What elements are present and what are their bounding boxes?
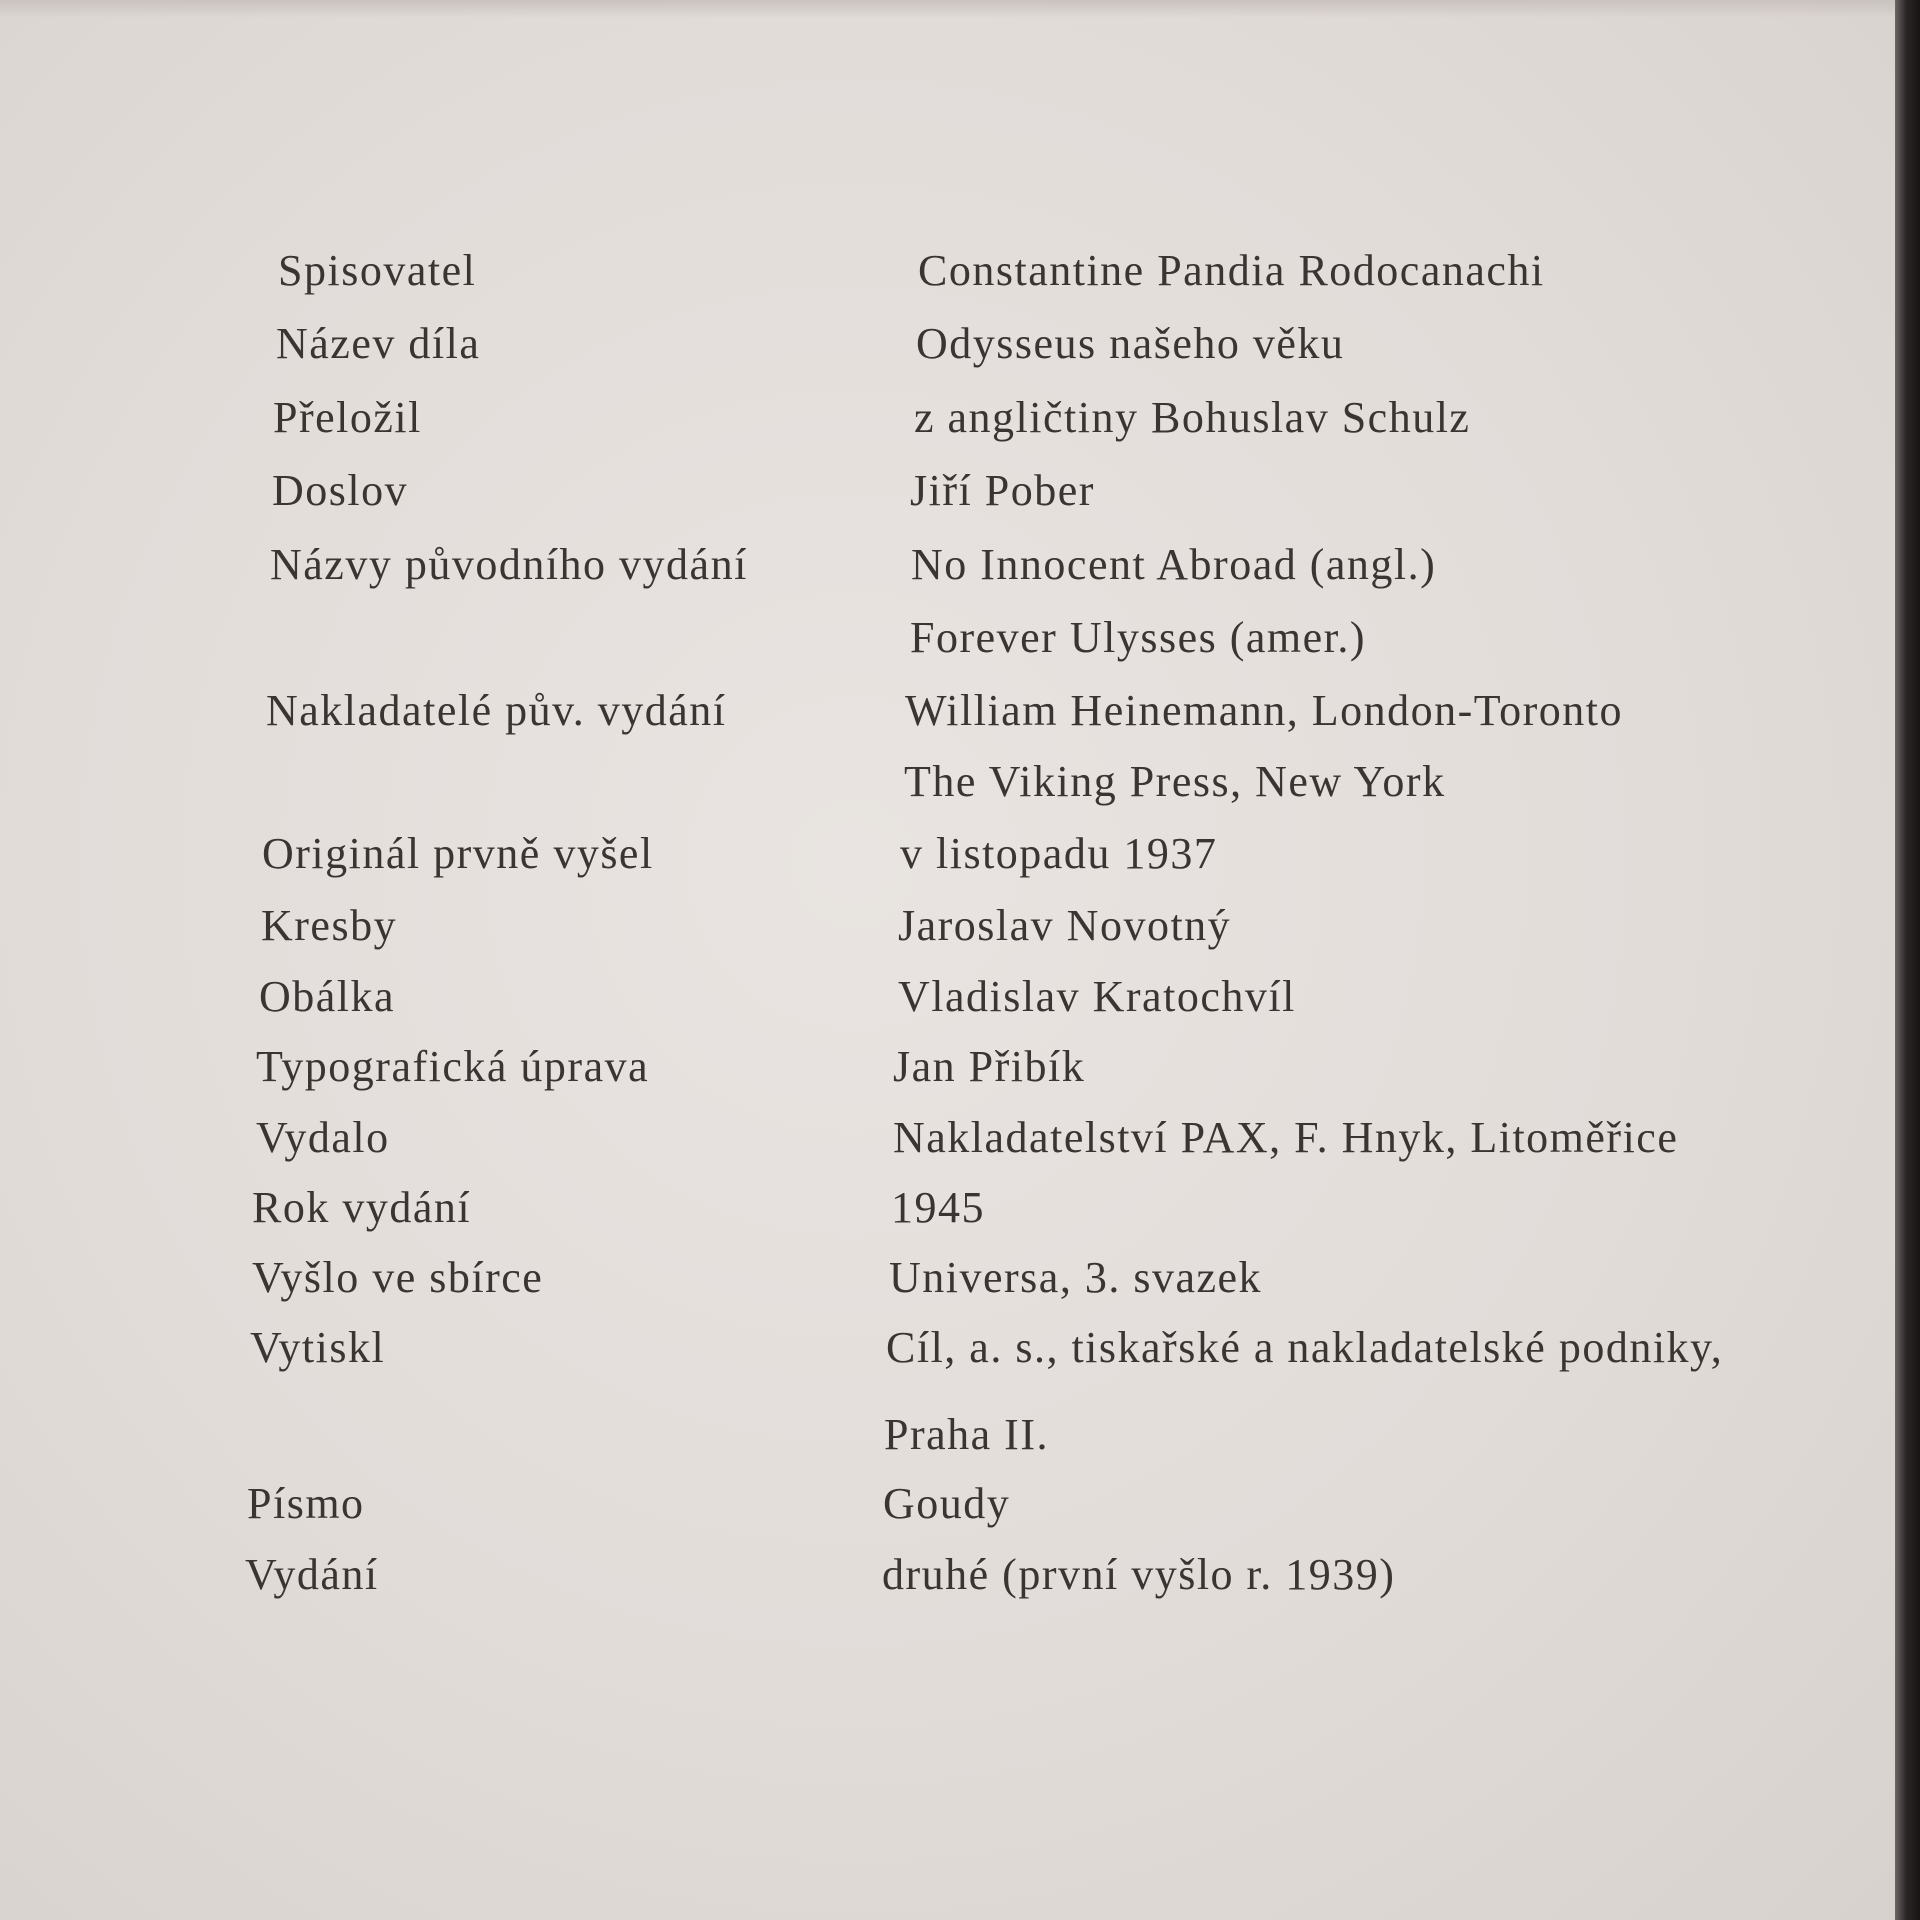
colophon-row <box>0 1405 1895 1465</box>
row-value: z angličtiny Bohuslav Schulz <box>914 393 1471 442</box>
colophon-row <box>0 1178 1895 1238</box>
row-label: Přeložil <box>273 393 422 442</box>
colophon-row <box>0 1474 1895 1534</box>
row-value: Universa, 3. svazek <box>889 1253 1263 1302</box>
row-value: Jaroslav Novotný <box>898 901 1232 950</box>
row-value: Goudy <box>883 1479 1011 1528</box>
row-label: Vydalo <box>256 1113 390 1162</box>
row-label: Vytiskl <box>250 1323 386 1372</box>
row-value: Vladislav Kratochvíl <box>898 972 1296 1021</box>
row-label: Kresby <box>261 901 398 950</box>
colophon-row <box>0 752 1895 812</box>
colophon-row <box>0 535 1895 595</box>
colophon-row <box>0 608 1895 668</box>
row-value: Odysseus našeho věku <box>916 319 1345 368</box>
colophon-row <box>0 967 1895 1027</box>
row-label: Typografická úprava <box>256 1042 650 1091</box>
row-value: Forever Ulysses (amer.) <box>910 613 1367 662</box>
row-value: Cíl, a. s., tiskařské a nakladatelské podniky, <box>886 1323 1724 1372</box>
row-value: No Innocent Abroad (angl.) <box>911 540 1437 589</box>
row-label: Obálka <box>259 972 396 1021</box>
colophon-row <box>0 824 1895 884</box>
row-label: Názvy původního vydání <box>270 540 748 589</box>
row-label: Rok vydání <box>252 1183 472 1232</box>
colophon-row <box>0 1545 1895 1605</box>
colophon-row <box>0 241 1895 301</box>
row-value: Jan Přibík <box>893 1042 1086 1091</box>
row-value: Praha II. <box>884 1410 1049 1459</box>
colophon-row <box>0 1037 1895 1097</box>
row-value: Constantine Pandia Rodocanachi <box>918 246 1545 295</box>
row-label: Originál prvně vyšel <box>262 829 654 878</box>
row-value: Jiří Pober <box>910 466 1095 515</box>
colophon-row <box>0 1248 1895 1308</box>
row-value: druhé (první vyšlo r. 1939) <box>882 1550 1396 1599</box>
row-label: Spisovatel <box>278 246 477 295</box>
colophon-row <box>0 1108 1895 1168</box>
colophon-row <box>0 1318 1895 1378</box>
colophon-row <box>0 896 1895 956</box>
row-label: Vyšlo ve sbírce <box>252 1253 544 1302</box>
row-value: William Heinemann, London-Toronto <box>905 686 1623 735</box>
row-label: Nakladatelé pův. vydání <box>266 686 727 735</box>
colophon-row <box>0 461 1895 521</box>
row-label: Vydání <box>245 1550 379 1599</box>
colophon-row <box>0 388 1895 448</box>
row-value: The Viking Press, New York <box>904 757 1446 806</box>
row-label: Název díla <box>276 319 481 368</box>
row-value: 1945 <box>891 1183 985 1232</box>
row-value: v listopadu 1937 <box>900 829 1218 878</box>
row-label: Doslov <box>272 466 409 515</box>
colophon-row <box>0 681 1895 741</box>
row-label: Písmo <box>247 1479 365 1528</box>
row-value: Nakladatelství PAX, F. Hnyk, Litoměřice <box>893 1113 1679 1162</box>
colophon-row <box>0 314 1895 374</box>
